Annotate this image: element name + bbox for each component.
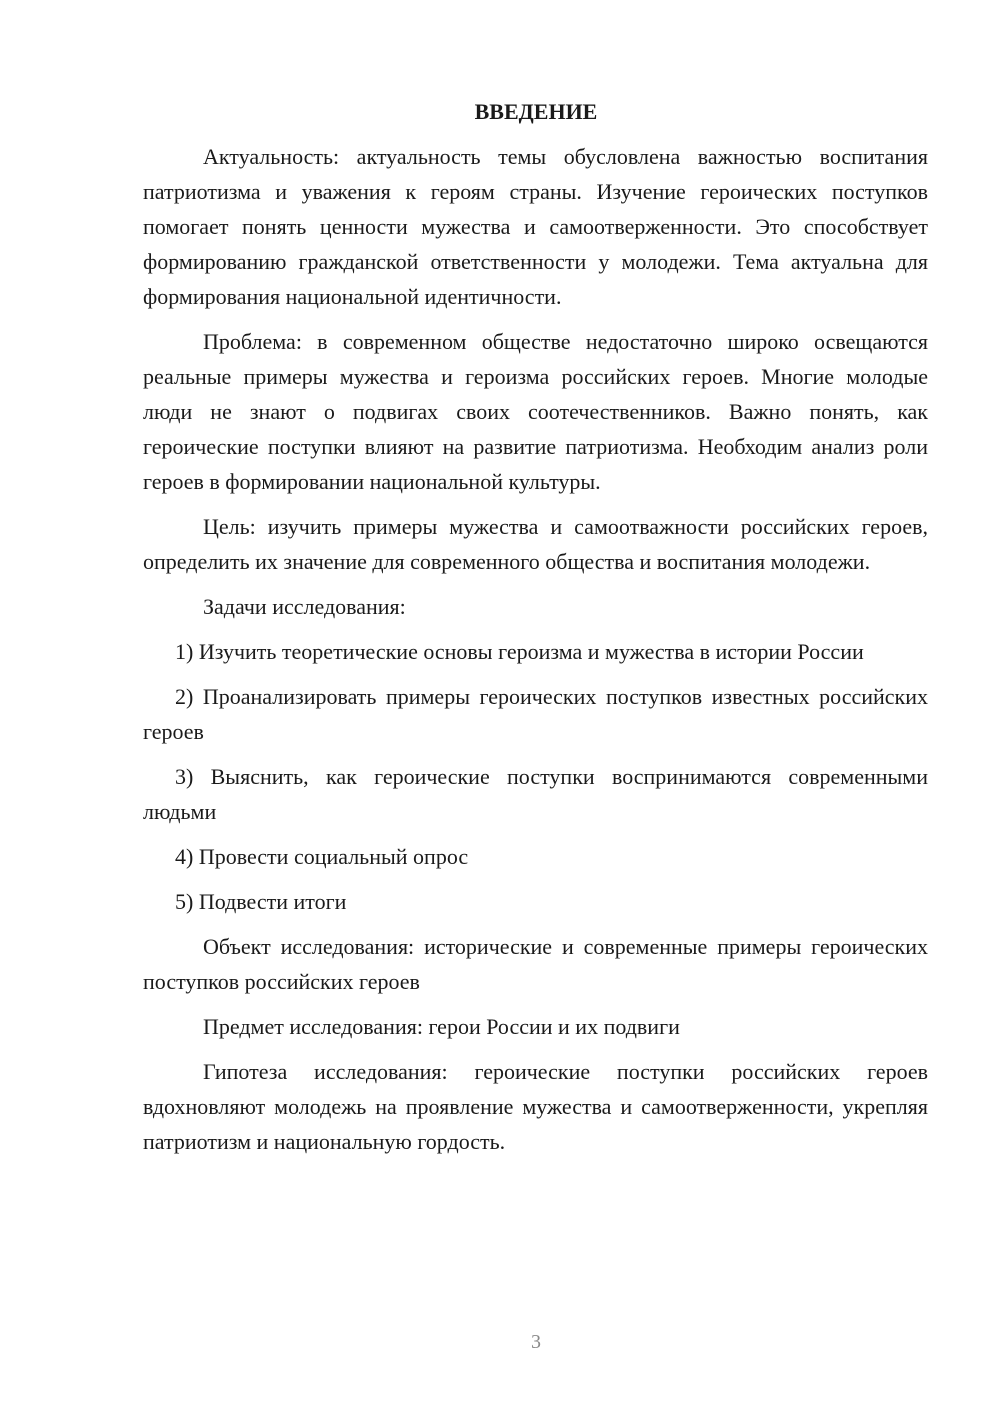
document-title: ВВЕДЕНИЕ <box>474 99 598 124</box>
object-paragraph: Объект исследования: исторические и современные примеры героических поступков российских героев <box>143 934 928 994</box>
task-item: 4) Провести социальный опрос <box>175 844 469 869</box>
task-item: 5) Подвести итоги <box>175 889 347 914</box>
problem-paragraph: Проблема: в современном обществе недостаточно широко освещаются реальные примеры мужества и героизма российских героев. Многие молодые люди не знают о подвигах своих соотечественников. Важно понять, как героические поступки влияют на развитие патриотизма. Необходим анализ роли героев в формировании национальной культуры. <box>143 329 928 494</box>
hypothesis-paragraph: Гипотеза исследования: героические поступки российских героев вдохновляют молодежь на проявление мужества и самоотверженности, укрепляя патриотизм и национальную гордость. <box>143 1059 928 1154</box>
task-item: 3) Выяснить, как героические поступки воспринимаются современными людьми <box>143 764 928 824</box>
subject-paragraph: Предмет исследования: герои России и их подвиги <box>203 1014 680 1039</box>
task-item: 2) Проанализировать примеры героических поступков известных российских героев <box>143 684 928 744</box>
goal-paragraph: Цель: изучить примеры мужества и самоотважности российских героев, определить их значение для современного общества и воспитания молодежи. <box>143 514 928 574</box>
task-item: 1) Изучить теоретические основы героизма и мужества в истории России <box>175 639 864 664</box>
tasks-heading: Задачи исследования: <box>203 594 406 619</box>
document-page <box>143 94 928 1169</box>
relevance-paragraph: Актуальность: актуальность темы обусловлена важностью воспитания патриотизма и уважения к героям страны. Изучение героических поступков помогает понять ценности мужества и самоотверженности. Это способствует формированию гражданской ответственности у молодежи. Тема актуальна для формирования национальной идентичности. <box>143 144 928 309</box>
page-number: 3 <box>531 1331 541 1353</box>
